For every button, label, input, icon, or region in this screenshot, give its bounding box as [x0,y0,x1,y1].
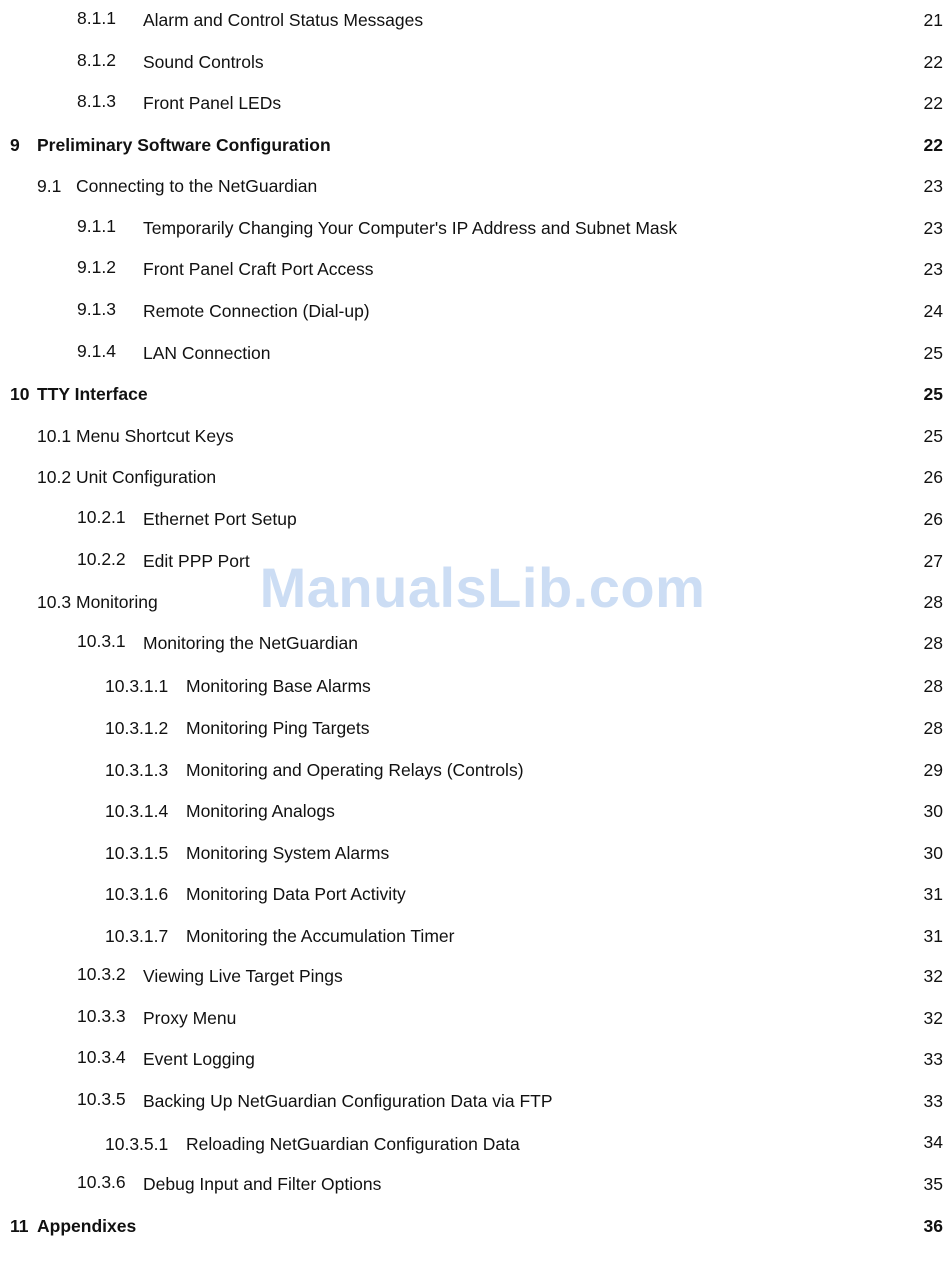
watermark: ManualsLib.com [259,556,706,619]
toc-entry-title: Monitoring System Alarms [186,843,390,863]
toc-entry-page: 30 [923,801,943,821]
toc-entry-page: 28 [923,633,943,653]
toc-entry-number: 10 [10,384,30,404]
toc-entry-number: 11 [10,1216,29,1236]
toc-entry[interactable] [0,174,950,198]
toc-entry[interactable] [0,465,950,489]
toc-entry-page: 33 [923,1049,943,1069]
toc-entry[interactable] [0,1132,950,1156]
toc-entry-page: 23 [923,218,943,238]
toc-entry-page: 28 [923,592,943,612]
toc-entry-page: 28 [923,676,943,696]
toc-entry-page: 25 [923,343,943,363]
toc-entry-title: Front Panel LEDs [143,93,282,113]
toc-entry-title: LAN Connection [143,343,271,363]
toc-entry-number: 10.2.1 [77,507,126,527]
toc-entry-title: Reloading NetGuardian Configuration Data [186,1134,520,1154]
toc-entry-page: 22 [923,135,943,155]
toc-entry-number: 10.3.4 [77,1047,126,1067]
toc-entry[interactable] [0,841,950,865]
toc-entry-title: Unit Configuration [76,467,217,487]
toc-entry-page: 23 [923,176,943,196]
toc-entry-number: 10.3.1.1 [105,676,169,696]
toc-entry-page: 32 [923,1008,943,1028]
toc-entry-number: 10.3.1.2 [105,718,169,738]
toc-entry[interactable] [0,8,950,32]
toc-entry-title: Backing Up NetGuardian Configuration Data via FTP [143,1091,553,1111]
toc-entry[interactable] [0,549,950,573]
toc-entry[interactable] [0,1172,950,1196]
toc-entry-number: 8.1.3 [77,91,116,111]
toc-entry-number: 9.1 [37,176,62,196]
toc-entry-number: 10.2 [37,467,72,487]
toc-entry[interactable] [0,799,950,823]
toc-entry-title: Remote Connection (Dial-up) [143,301,370,321]
toc-entry-page: 26 [923,509,943,529]
toc-entry[interactable] [0,758,950,782]
toc-entry-title: Monitoring [76,592,158,612]
toc-entry-title: Edit PPP Port [143,551,250,571]
toc-entry[interactable] [0,964,950,988]
toc-entry[interactable] [0,216,950,240]
toc-entry-page: 21 [923,10,943,30]
toc-entry-page: 35 [923,1174,943,1194]
toc-entry[interactable] [0,716,950,740]
toc-entry-number: 10.3.1.3 [105,760,169,780]
toc-entry-title: Appendixes [37,1216,137,1236]
toc-entry-title: Alarm and Control Status Messages [143,10,424,30]
toc-entry-page: 30 [923,843,943,863]
toc-entry-title: Monitoring the Accumulation Timer [186,926,455,946]
toc-entry-number: 10.2.2 [77,549,126,569]
toc-entry-title: Monitoring the NetGuardian [143,633,358,653]
toc-entry[interactable] [0,299,950,323]
toc-entry-number: 10.3.1.7 [105,926,169,946]
toc-entry-title: Temporarily Changing Your Computer's IP Address and Subnet Mask [143,218,678,238]
toc-entry[interactable] [0,1214,950,1238]
toc-entry[interactable] [0,91,950,115]
toc-entry[interactable] [0,257,950,281]
toc-entry-number: 10.3.5 [77,1089,126,1109]
toc-entry-page: 31 [923,884,943,904]
toc-entry[interactable] [0,424,950,448]
toc-entry-page: 25 [923,426,943,446]
toc-entry-page: 33 [923,1091,943,1111]
toc-entry-title: Monitoring Analogs [186,801,335,821]
toc-entry[interactable] [0,882,950,906]
toc-entry[interactable] [0,341,950,365]
toc-entry-title: Sound Controls [143,52,264,72]
toc-entry-number: 10.3.1.5 [105,843,169,863]
toc-entry-title: Ethernet Port Setup [143,509,297,529]
toc-entry-title: Proxy Menu [143,1008,237,1028]
toc-entry-number: 10.3.2 [77,964,126,984]
toc-entry-number: 10.3.6 [77,1172,126,1192]
toc-entry-page: 27 [923,551,943,571]
toc-entry-title: Connecting to the NetGuardian [76,176,318,196]
toc-entry[interactable] [0,924,950,948]
toc-entry[interactable] [0,590,950,614]
toc-entry[interactable] [0,1047,950,1071]
toc-entry[interactable] [0,674,950,698]
toc-entry-page: 22 [923,93,943,113]
toc-entry-page: 31 [923,926,943,946]
toc-entry-page: 29 [923,760,943,780]
toc-entry-number: 10.3.1 [77,631,126,651]
toc-entry[interactable] [0,631,950,655]
toc-entry-number: 9 [10,135,20,155]
toc-entry-page: 34 [923,1132,943,1152]
toc-entry-title: Front Panel Craft Port Access [143,259,374,279]
toc-entry-title: Preliminary Software Configuration [37,135,331,155]
toc-entry-title: Menu Shortcut Keys [76,426,234,446]
toc-entry-number: 8.1.1 [77,8,116,28]
toc-entry-title: Event Logging [143,1049,255,1069]
toc-entry-page: 24 [923,301,943,321]
toc-entry-number: 10.3.1.6 [105,884,169,904]
toc-entry-number: 10.1 [37,426,72,446]
toc-entry-page: 36 [923,1216,943,1236]
toc-entry-title: Monitoring Base Alarms [186,676,371,696]
toc-entry-title: Viewing Live Target Pings [143,966,343,986]
toc-entry-number: 9.1.3 [77,299,116,319]
toc-entry[interactable] [0,382,950,406]
toc-entry-page: 23 [923,259,943,279]
toc-entry-number: 10.3.3 [77,1006,126,1026]
toc-entry-title: Monitoring and Operating Relays (Controls) [186,760,524,780]
toc-entry-number: 10.3.5.1 [105,1134,169,1154]
toc-entry-page: 26 [923,467,943,487]
toc-entry[interactable] [0,1006,950,1030]
toc-entry-page: 25 [923,384,943,404]
toc-entry-number: 10.3 [37,592,72,612]
toc-entry-number: 8.1.2 [77,50,116,70]
toc-entry-title: TTY Interface [37,384,148,404]
toc-entry-page: 22 [923,52,943,72]
toc-entry-number: 9.1.2 [77,257,116,277]
toc-entry[interactable] [0,1089,950,1113]
toc-entry[interactable] [0,133,950,157]
toc-entry-title: Monitoring Ping Targets [186,718,370,738]
toc-entry[interactable] [0,50,950,74]
toc-entry-title: Debug Input and Filter Options [143,1174,382,1194]
toc-entry-number: 10.3.1.4 [105,801,169,821]
toc-entry-title: Monitoring Data Port Activity [186,884,406,904]
toc-entry-page: 28 [923,718,943,738]
toc-entry-number: 9.1.1 [77,216,116,236]
toc-entry-page: 32 [923,966,943,986]
toc-entry-number: 9.1.4 [77,341,116,361]
toc-entry[interactable] [0,507,950,531]
